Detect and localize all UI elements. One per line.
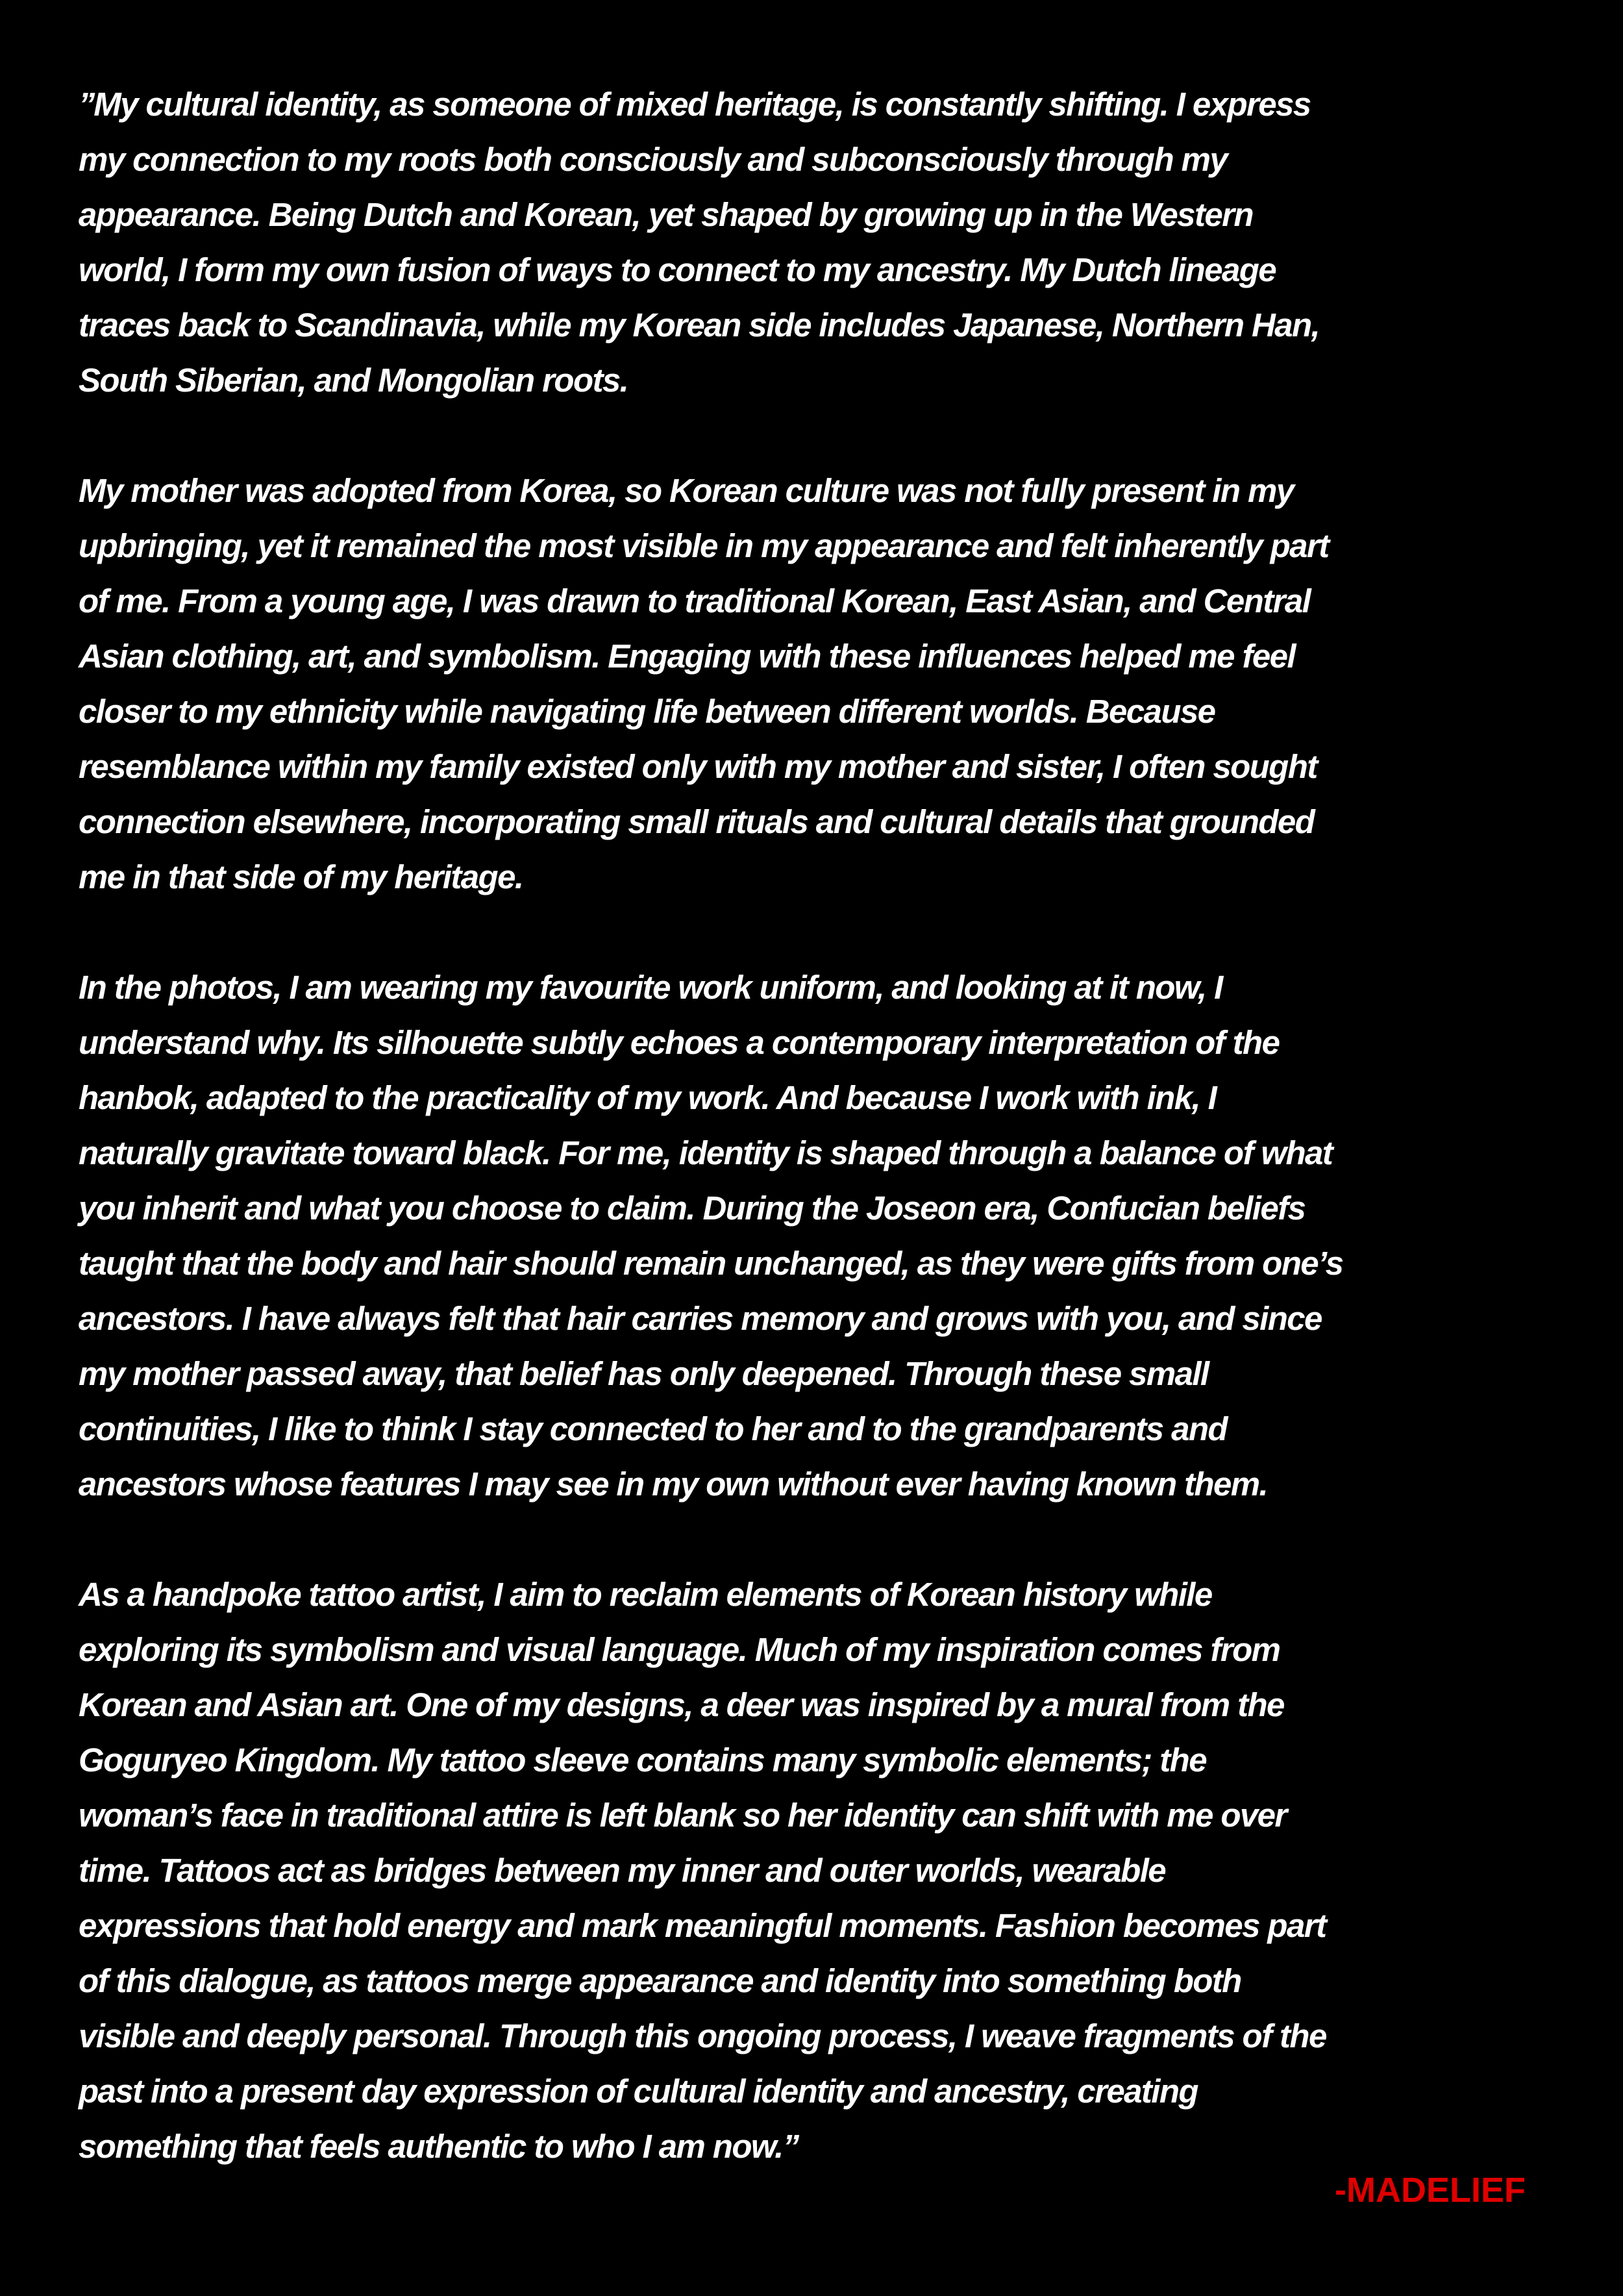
text-line: As a handpoke tattoo artist, I aim to reclaim elements of Korean history while: [79, 1576, 1212, 1613]
paragraph-2: [79, 463, 1546, 905]
text-line: time. Tattoos act as bridges between my inner and outer worlds, wearable: [79, 1852, 1166, 1889]
text-line: Korean and Asian art. One of my designs, a deer was inspired by a mural from the: [79, 1686, 1284, 1723]
text-line: expressions that hold energy and mark meaningful moments. Fashion becomes part: [79, 1907, 1326, 1944]
text-line: closer to my ethnicity while navigating life between different worlds. Because: [79, 693, 1215, 730]
text-line: upbringing, yet it remained the most visible in my appearance and felt inherently part: [79, 527, 1329, 564]
text-line: something that feels authentic to who I am now.’’: [79, 2128, 798, 2165]
text-line: my mother passed away, that belief has only deepened. Through these small: [79, 1355, 1209, 1392]
text-line: visible and deeply personal. Through this ongoing process, I weave fragments of the: [79, 2017, 1326, 2054]
text-line: ancestors. I have always felt that hair carries memory and grows with you, and since: [79, 1300, 1322, 1337]
text-line: me in that side of my heritage.: [79, 858, 523, 895]
text-line: continuities, I like to think I stay connected to her and to the grandparents and: [79, 1410, 1227, 1447]
text-line: taught that the body and hair should remain unchanged, as they were gifts from one’s: [79, 1245, 1343, 1282]
text-line: of me. From a young age, I was drawn to traditional Korean, East Asian, and Central: [79, 582, 1311, 619]
text-line: South Siberian, and Mongolian roots.: [79, 362, 628, 399]
paragraph-1: [79, 77, 1546, 408]
text-line: you inherit and what you choose to claim. During the Joseon era, Confucian beliefs: [79, 1190, 1306, 1227]
text-line: world, I form my own fusion of ways to connect to my ancestry. My Dutch lineage: [79, 251, 1276, 288]
text-line: naturally gravitate toward black. For me, identity is shaped through a balance of what: [79, 1134, 1333, 1171]
text-line: Asian clothing, art, and symbolism. Engaging with these influences helped me feel: [79, 638, 1295, 675]
paragraph-4: [79, 1567, 1546, 2174]
text-line: connection elsewhere, incorporating small rituals and cultural details that grounded: [79, 803, 1315, 840]
text-line: In the photos, I am wearing my favourite work uniform, and looking at it now, I: [79, 969, 1222, 1006]
text-line: past into a present day expression of cultural identity and ancestry, creating: [79, 2073, 1198, 2110]
text-line: appearance. Being Dutch and Korean, yet shaped by growing up in the Western: [79, 196, 1253, 233]
text-line: of this dialogue, as tattoos merge appearance and identity into something both: [79, 1962, 1241, 1999]
text-line: exploring its symbolism and visual language. Much of my inspiration comes from: [79, 1631, 1280, 1668]
text-line: woman’s face in traditional attire is left blank so her identity can shift with me over: [79, 1797, 1287, 1834]
text-line: my connection to my roots both consciously and subconsciously through my: [79, 141, 1228, 178]
text-line: resemblance within my family existed only with my mother and sister, I often sought: [79, 748, 1317, 785]
paragraph-3: [79, 960, 1546, 1512]
text-line: understand why. Its silhouette subtly echoes a contemporary interpretation of the: [79, 1024, 1280, 1061]
text-line: My mother was adopted from Korea, so Korean culture was not fully present in my: [79, 472, 1294, 509]
statement-text: [79, 77, 1546, 2174]
text-line: ancestors whose features I may see in my own without ever having known them.: [79, 1466, 1268, 1503]
text-line: hanbok, adapted to the practicality of my work. And because I work with ink, I: [79, 1079, 1217, 1116]
text-line: traces back to Scandinavia, while my Korean side includes Japanese, Northern Han,: [79, 306, 1320, 343]
text-line: ’’My cultural identity, as someone of mixed heritage, is constantly shifting. I express: [79, 86, 1311, 123]
text-line: Goguryeo Kingdom. My tattoo sleeve contains many symbolic elements; the: [79, 1741, 1206, 1778]
author-signature: -MADELIEF: [1335, 2171, 1526, 2210]
